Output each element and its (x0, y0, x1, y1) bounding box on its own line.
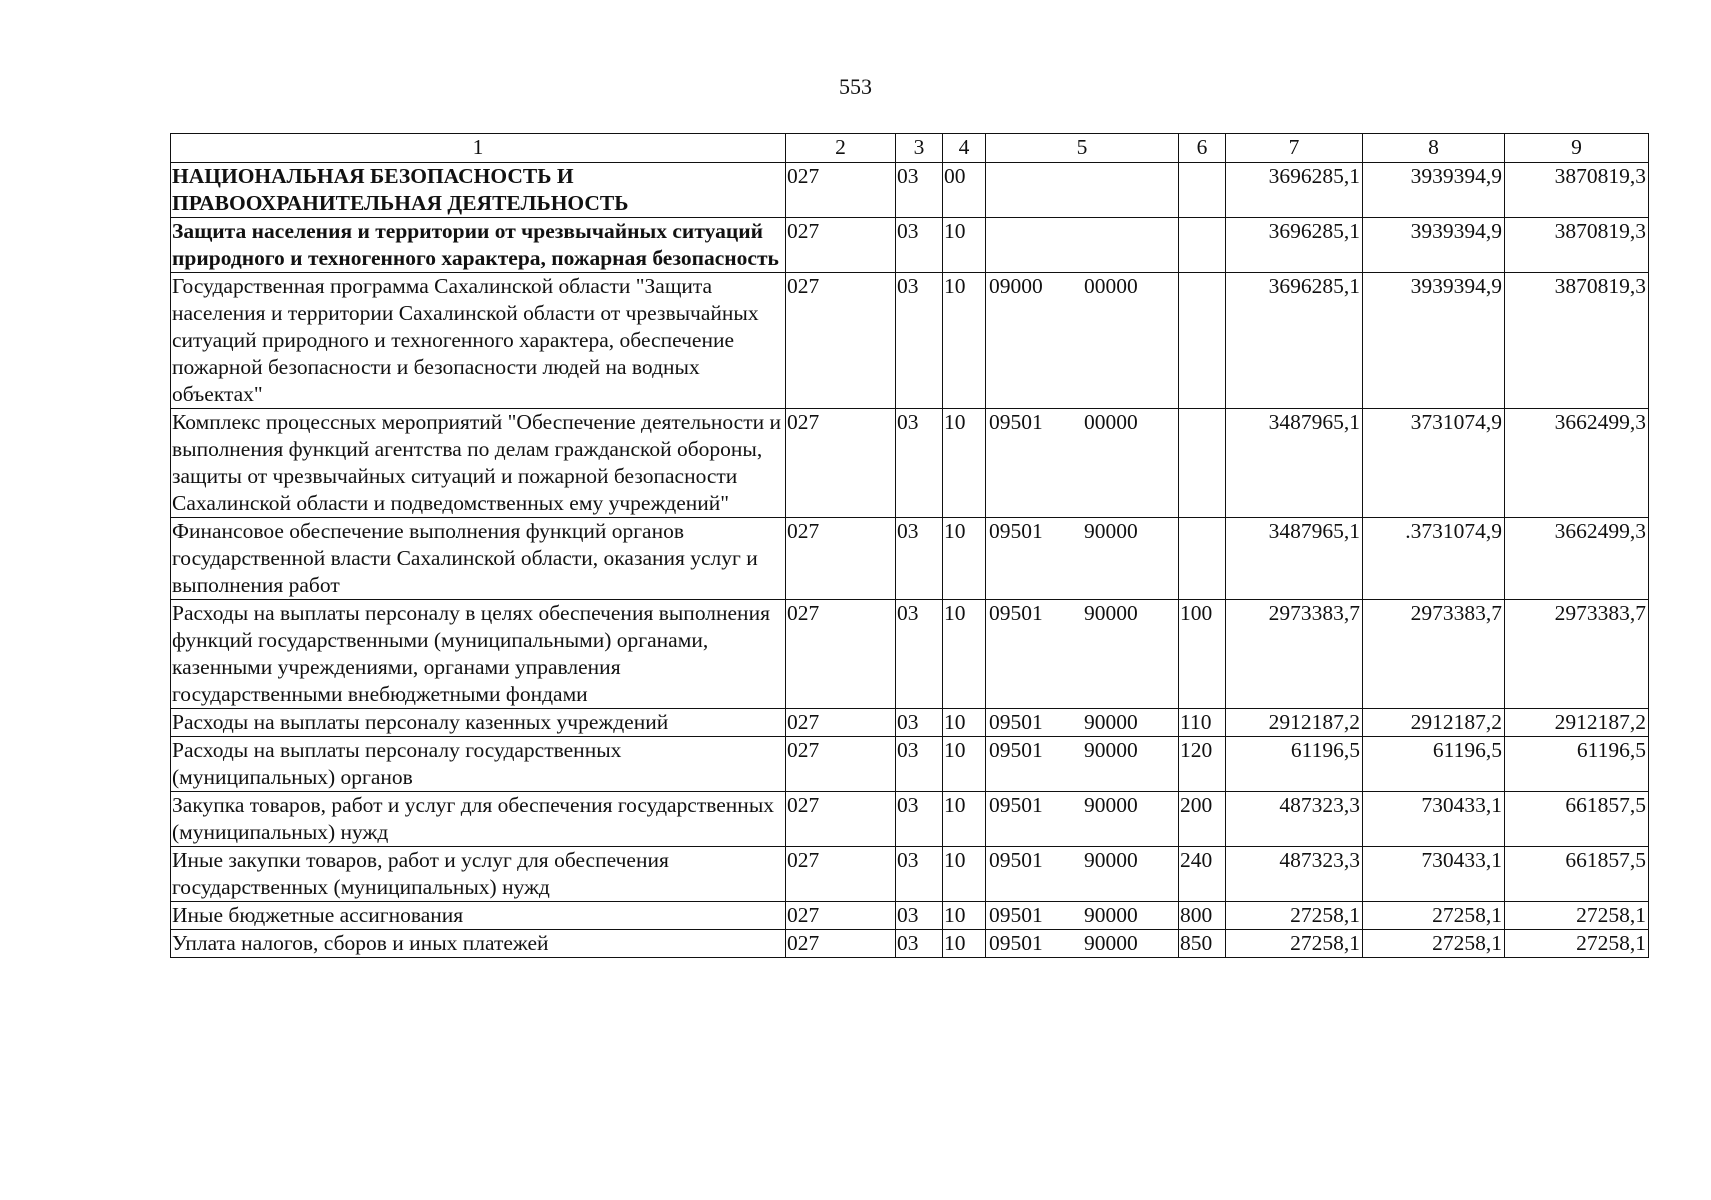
amount-col8-cell: 3939394,9 (1363, 218, 1505, 273)
row-name-cell: Иные бюджетные ассигнования (171, 902, 786, 930)
section-code-cell: 03 (896, 792, 943, 847)
program-code: 09501 (989, 903, 1043, 927)
expense-type-cell: 110 (1179, 709, 1226, 737)
program-code: 09501 (989, 738, 1043, 762)
program-code: 09501 (989, 519, 1043, 543)
target-article-cell (986, 902, 1179, 930)
table-row (171, 737, 1649, 792)
target-article-cell (986, 163, 1179, 218)
row-name-cell: Финансовое обеспечение выполнения функций органов государственной власти Сахалинской области, оказания услуг и выполнения работ (171, 518, 786, 600)
direction-code: 00000 (1084, 274, 1138, 298)
program-code: 09000 (989, 274, 1043, 298)
program-code: 09501 (989, 848, 1043, 872)
amount-col7-cell: 2912187,2 (1226, 709, 1363, 737)
direction-code: 90000 (1084, 848, 1138, 872)
column-header: 4 (943, 134, 986, 163)
admin-code-cell: 027 (786, 737, 896, 792)
direction-code: 00000 (1084, 410, 1138, 434)
subsection-code-cell: 00 (943, 163, 986, 218)
program-code: 09501 (989, 710, 1043, 734)
admin-code-cell: 027 (786, 902, 896, 930)
table-row (171, 409, 1649, 518)
program-code: 09501 (989, 793, 1043, 817)
page-number: 553 (839, 74, 872, 99)
budget-table (170, 133, 1649, 958)
admin-code-cell: 027 (786, 218, 896, 273)
target-article-cell (986, 600, 1179, 709)
amount-col7-cell: 3696285,1 (1226, 218, 1363, 273)
section-code-cell: 03 (896, 409, 943, 518)
section-code-cell: 03 (896, 163, 943, 218)
row-name-cell: Уплата налогов, сборов и иных платежей (171, 930, 786, 958)
section-code-cell: 03 (896, 847, 943, 902)
direction-code: 90000 (1084, 710, 1138, 734)
table-row (171, 930, 1649, 958)
amount-col8-cell: 3939394,9 (1363, 163, 1505, 218)
amount-col8-cell: 27258,1 (1363, 930, 1505, 958)
row-name-cell: Государственная программа Сахалинской области "Защита населения и территории Сахалинской области от чрезвычайных ситуаций природного и техногенного характера, обеспечение пожарной безопасности и безопасности людей на водных объектах" (171, 273, 786, 409)
target-article-cell (986, 273, 1179, 409)
amount-col7-cell: 3696285,1 (1226, 273, 1363, 409)
amount-col8-cell: 3939394,9 (1363, 273, 1505, 409)
subsection-code-cell: 10 (943, 847, 986, 902)
table-row (171, 163, 1649, 218)
subsection-code-cell: 10 (943, 218, 986, 273)
table-row (171, 847, 1649, 902)
table-body (171, 163, 1649, 958)
row-name-cell: Защита населения и территории от чрезвычайных ситуаций природного и техногенного характера, пожарная безопасность (171, 218, 786, 273)
direction-code: 90000 (1084, 903, 1138, 927)
amount-col8-cell: 27258,1 (1363, 902, 1505, 930)
expense-type-cell (1179, 273, 1226, 409)
amount-col7-cell: 27258,1 (1226, 930, 1363, 958)
subsection-code-cell: 10 (943, 600, 986, 709)
table-row (171, 273, 1649, 409)
amount-col8-cell: 2912187,2 (1363, 709, 1505, 737)
column-number-row (171, 134, 1649, 163)
table-row (171, 600, 1649, 709)
direction-code: 90000 (1084, 931, 1138, 955)
section-code-cell: 03 (896, 273, 943, 409)
amount-col8-cell: 61196,5 (1363, 737, 1505, 792)
amount-col9-cell: 3870819,3 (1505, 273, 1649, 409)
target-article-cell (986, 218, 1179, 273)
target-article-cell (986, 409, 1179, 518)
target-article-cell (986, 518, 1179, 600)
amount-col8-cell: .3731074,9 (1363, 518, 1505, 600)
expense-type-cell (1179, 518, 1226, 600)
subsection-code-cell: 10 (943, 737, 986, 792)
expense-type-cell: 240 (1179, 847, 1226, 902)
amount-col8-cell: 730433,1 (1363, 847, 1505, 902)
table-row (171, 792, 1649, 847)
amount-col9-cell: 661857,5 (1505, 847, 1649, 902)
section-code-cell: 03 (896, 518, 943, 600)
program-code: 09501 (989, 601, 1043, 625)
amount-col9-cell: 3662499,3 (1505, 518, 1649, 600)
row-name-cell: НАЦИОНАЛЬНАЯ БЕЗОПАСНОСТЬ И ПРАВООХРАНИТЕЛЬНАЯ ДЕЯТЕЛЬНОСТЬ (171, 163, 786, 218)
expense-type-cell: 800 (1179, 902, 1226, 930)
column-header: 6 (1179, 134, 1226, 163)
admin-code-cell: 027 (786, 930, 896, 958)
amount-col7-cell: 3487965,1 (1226, 518, 1363, 600)
row-name-cell: Закупка товаров, работ и услуг для обеспечения государственных (муниципальных) нужд (171, 792, 786, 847)
amount-col8-cell: 730433,1 (1363, 792, 1505, 847)
subsection-code-cell: 10 (943, 709, 986, 737)
column-header: 9 (1505, 134, 1649, 163)
section-code-cell: 03 (896, 737, 943, 792)
admin-code-cell: 027 (786, 273, 896, 409)
amount-col9-cell: 2973383,7 (1505, 600, 1649, 709)
direction-code: 90000 (1084, 738, 1138, 762)
expense-type-cell: 100 (1179, 600, 1226, 709)
direction-code: 90000 (1084, 519, 1138, 543)
amount-col8-cell: 3731074,9 (1363, 409, 1505, 518)
subsection-code-cell: 10 (943, 902, 986, 930)
expense-type-cell (1179, 163, 1226, 218)
target-article-cell (986, 792, 1179, 847)
target-article-cell (986, 930, 1179, 958)
column-header: 7 (1226, 134, 1363, 163)
column-header: 8 (1363, 134, 1505, 163)
admin-code-cell: 027 (786, 600, 896, 709)
admin-code-cell: 027 (786, 518, 896, 600)
table-row (171, 902, 1649, 930)
amount-col7-cell: 3696285,1 (1226, 163, 1363, 218)
column-header: 1 (171, 134, 786, 163)
table-row (171, 218, 1649, 273)
subsection-code-cell: 10 (943, 930, 986, 958)
direction-code: 90000 (1084, 793, 1138, 817)
admin-code-cell: 027 (786, 709, 896, 737)
program-code: 09501 (989, 931, 1043, 955)
amount-col7-cell: 27258,1 (1226, 902, 1363, 930)
row-name-cell: Расходы на выплаты персоналу в целях обеспечения выполнения функций государственными (муниципальными) органами, казенными учреждениями, органами управления государственными внебюджетными фондами (171, 600, 786, 709)
expense-type-cell: 850 (1179, 930, 1226, 958)
target-article-cell (986, 847, 1179, 902)
table-row (171, 518, 1649, 600)
row-name-cell: Расходы на выплаты персоналу государственных (муниципальных) органов (171, 737, 786, 792)
section-code-cell: 03 (896, 709, 943, 737)
target-article-cell (986, 709, 1179, 737)
section-code-cell: 03 (896, 930, 943, 958)
amount-col8-cell: 2973383,7 (1363, 600, 1505, 709)
amount-col9-cell: 27258,1 (1505, 930, 1649, 958)
amount-col7-cell: 487323,3 (1226, 792, 1363, 847)
row-name-cell: Комплекс процессных мероприятий "Обеспечение деятельности и выполнения функций агентства по делам гражданской обороны, защиты от чрезвычайных ситуаций и пожарной безопасности Сахалинской области и подведомственных ему учреждений" (171, 409, 786, 518)
admin-code-cell: 027 (786, 163, 896, 218)
admin-code-cell: 027 (786, 847, 896, 902)
expense-type-cell (1179, 218, 1226, 273)
amount-col9-cell: 661857,5 (1505, 792, 1649, 847)
row-name-cell: Иные закупки товаров, работ и услуг для обеспечения государственных (муниципальных) нужд (171, 847, 786, 902)
admin-code-cell: 027 (786, 792, 896, 847)
subsection-code-cell: 10 (943, 273, 986, 409)
admin-code-cell: 027 (786, 409, 896, 518)
amount-col9-cell: 3870819,3 (1505, 163, 1649, 218)
amount-col9-cell: 3870819,3 (1505, 218, 1649, 273)
expense-type-cell: 200 (1179, 792, 1226, 847)
subsection-code-cell: 10 (943, 409, 986, 518)
amount-col9-cell: 61196,5 (1505, 737, 1649, 792)
amount-col7-cell: 487323,3 (1226, 847, 1363, 902)
direction-code: 90000 (1084, 601, 1138, 625)
section-code-cell: 03 (896, 600, 943, 709)
amount-col9-cell: 27258,1 (1505, 902, 1649, 930)
amount-col9-cell: 3662499,3 (1505, 409, 1649, 518)
section-code-cell: 03 (896, 902, 943, 930)
subsection-code-cell: 10 (943, 792, 986, 847)
program-code: 09501 (989, 410, 1043, 434)
expense-type-cell: 120 (1179, 737, 1226, 792)
row-name-cell: Расходы на выплаты персоналу казенных учреждений (171, 709, 786, 737)
subsection-code-cell: 10 (943, 518, 986, 600)
column-header: 2 (786, 134, 896, 163)
target-article-cell (986, 737, 1179, 792)
amount-col7-cell: 61196,5 (1226, 737, 1363, 792)
amount-col7-cell: 3487965,1 (1226, 409, 1363, 518)
amount-col7-cell: 2973383,7 (1226, 600, 1363, 709)
column-header: 5 (986, 134, 1179, 163)
expense-type-cell (1179, 409, 1226, 518)
amount-col9-cell: 2912187,2 (1505, 709, 1649, 737)
section-code-cell: 03 (896, 218, 943, 273)
table-row (171, 709, 1649, 737)
column-header: 3 (896, 134, 943, 163)
